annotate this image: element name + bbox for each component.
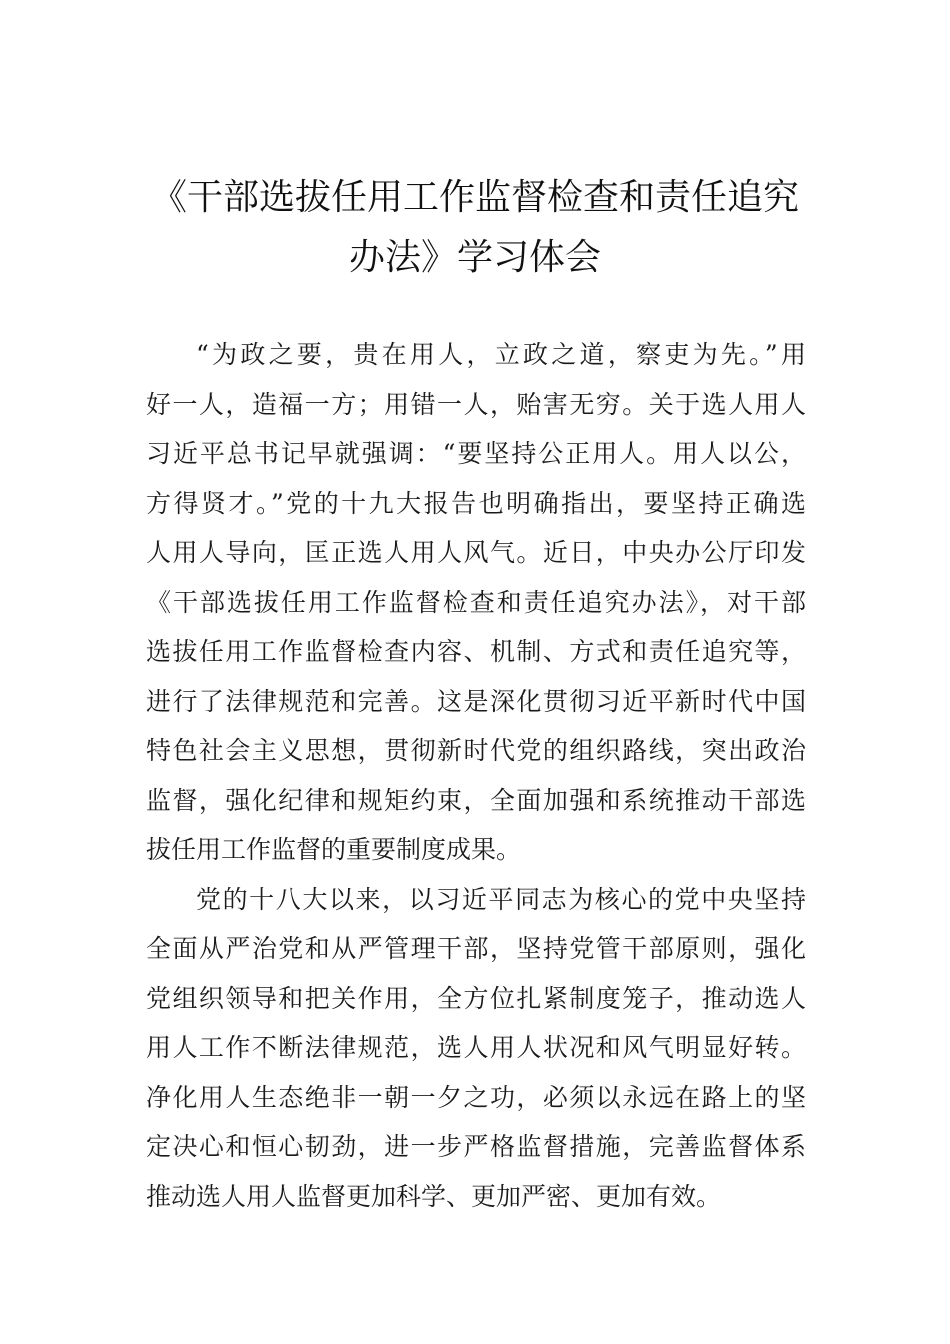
paragraph-1: [146, 330, 806, 875]
paragraph-line: 人用人导向，匡正选人用人风气。近日，中央办公厅印发: [146, 538, 806, 567]
document-title: [120, 168, 830, 288]
paragraph-line: “为政之要，贵在用人，立政之道，察吏为先。”用: [196, 340, 806, 369]
paragraph-line: 党组织领导和把关作用，全方位扎紧制度笼子，推动选人: [146, 983, 806, 1013]
paragraph-line: 习近平总书记早就强调：“要坚持公正用人。用人以公，: [146, 439, 806, 468]
paragraph-line: 方得贤才。”党的十九大报告也明确指出，要坚持正确选: [146, 488, 806, 518]
paragraph-line: 选拔任用工作监督检查内容、机制、方式和责任追究等，: [146, 637, 806, 666]
paragraph-line: 全面从严治党和从严管理干部，坚持党管干部原则，强化: [146, 934, 806, 963]
paragraph-line: 党的十八大以来，以习近平同志为核心的党中央坚持: [196, 884, 806, 914]
paragraph-line: 特色社会主义思想，贯彻新时代党的组织路线，突出政治: [146, 736, 806, 765]
paragraph-line: 拔任用工作监督的重要制度成果。: [146, 835, 522, 864]
paragraph-line: 《干部选拔任用工作监督检查和责任追究办法》，对干部: [146, 587, 806, 617]
title-line: 办法》学习体会: [348, 237, 601, 278]
paragraph-line: 净化用人生态绝非一朝一夕之功，必须以永远在路上的坚: [146, 1082, 806, 1112]
paragraph-line: 定决心和恒心韧劲，进一步严格监督措施，完善监督体系: [146, 1132, 806, 1161]
title-line: 《干部选拔任用工作监督检查和责任追究: [150, 177, 799, 218]
document-body: [146, 330, 806, 1221]
paragraph-line: 监督，强化纪律和规矩约束，全面加强和系统推动干部选: [146, 785, 806, 815]
paragraph-line: 推动选人用人监督更加科学、更加严密、更加有效。: [146, 1181, 722, 1211]
paragraph-2: [146, 875, 806, 1222]
paragraph-line: 好一人，造福一方；用错一人，贻害无穷。关于选人用人: [146, 389, 806, 419]
paragraph-line: 进行了法律规范和完善。这是深化贯彻习近平新时代中国: [146, 686, 806, 716]
paragraph-line: 用人工作不断法律规范，选人用人状况和风气明显好转。: [146, 1033, 806, 1062]
